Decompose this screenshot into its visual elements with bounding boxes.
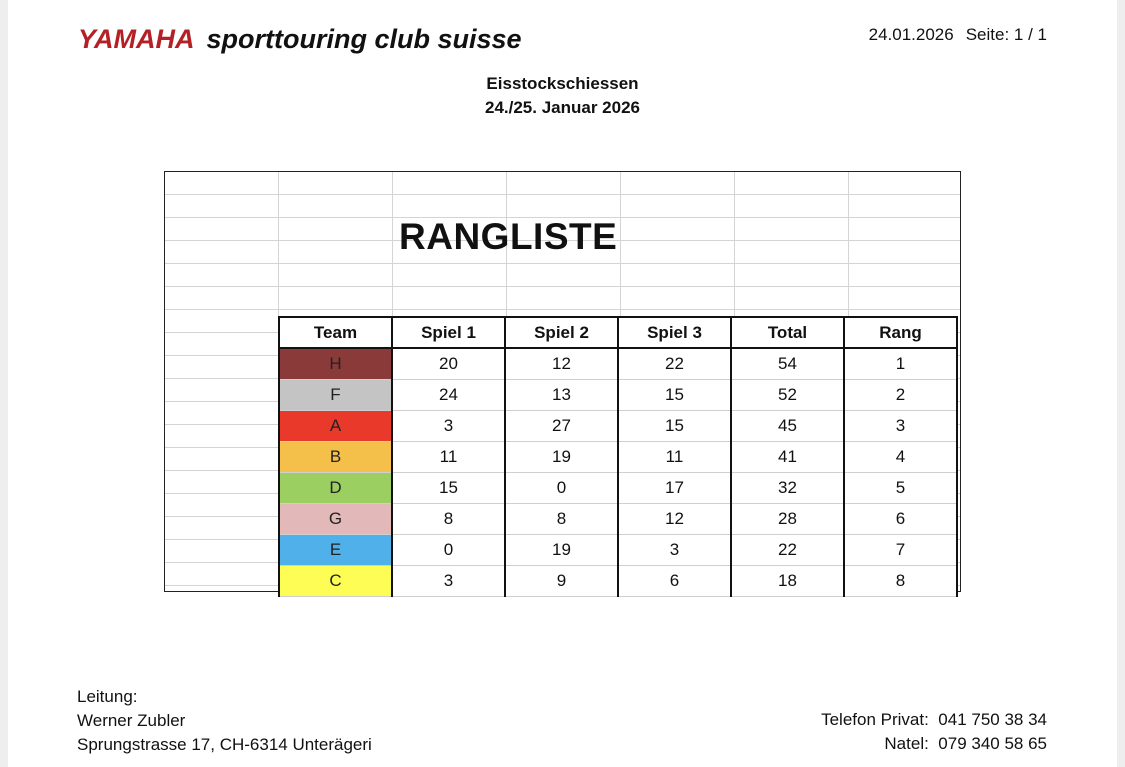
team-cell: H <box>279 348 392 379</box>
event-heading <box>8 72 1117 120</box>
rank-cell: 5 <box>844 472 957 503</box>
ranking-title: RANGLISTE <box>399 216 618 257</box>
team-cell: D <box>279 472 392 503</box>
spiel3-cell: 11 <box>618 441 731 472</box>
event-dates: 24./25. Januar 2026 <box>484 98 640 117</box>
spiel2-cell: 27 <box>505 410 618 441</box>
rank-cell: 4 <box>844 441 957 472</box>
column-header: Spiel 3 <box>618 317 731 348</box>
table-row <box>279 565 957 596</box>
total-cell: 28 <box>731 503 844 534</box>
spiel2-cell: 19 <box>505 534 618 565</box>
rank-cell: 7 <box>844 534 957 565</box>
spiel1-cell: 20 <box>392 348 505 379</box>
organizer-label: Leitung: <box>77 687 138 706</box>
spiel3-cell: 15 <box>618 410 731 441</box>
rank-cell: 8 <box>844 565 957 596</box>
total-cell: 18 <box>731 565 844 596</box>
mobile-line <box>821 732 1047 756</box>
phone-label: Telefon Privat: <box>821 710 929 729</box>
team-cell: G <box>279 503 392 534</box>
total-cell: 52 <box>731 379 844 410</box>
organizer-address: Sprungstrasse 17, CH-6314 Unterägeri <box>77 735 372 754</box>
event-name: Eisstockschiessen <box>486 74 639 93</box>
rank-cell: 6 <box>844 503 957 534</box>
column-header: Rang <box>844 317 957 348</box>
page-meta <box>857 25 1047 45</box>
mobile-label: Natel: <box>884 734 929 753</box>
table-header-row <box>279 317 957 348</box>
spiel2-cell: 12 <box>505 348 618 379</box>
column-header: Team <box>279 317 392 348</box>
club-name: sporttouring club suisse <box>206 24 522 54</box>
column-header: Total <box>731 317 844 348</box>
spiel2-cell: 0 <box>505 472 618 503</box>
spiel1-cell: 3 <box>392 410 505 441</box>
spiel3-cell: 3 <box>618 534 731 565</box>
spiel3-cell: 6 <box>618 565 731 596</box>
total-cell: 41 <box>731 441 844 472</box>
rank-cell: 2 <box>844 379 957 410</box>
table-row <box>279 503 957 534</box>
spiel2-cell: 13 <box>505 379 618 410</box>
total-cell: 54 <box>731 348 844 379</box>
team-cell: E <box>279 534 392 565</box>
table-row <box>279 379 957 410</box>
organizer-block <box>77 685 372 757</box>
team-cell: F <box>279 379 392 410</box>
table-row <box>279 441 957 472</box>
rank-cell: 1 <box>844 348 957 379</box>
print-date: 24.01.2026 <box>868 25 954 44</box>
team-cell: A <box>279 410 392 441</box>
ranking-table <box>278 316 958 597</box>
phone-number: 041 750 38 34 <box>938 710 1047 729</box>
document-page <box>8 0 1117 767</box>
total-cell: 45 <box>731 410 844 441</box>
organizer-name: Werner Zubler <box>77 711 186 730</box>
spiel2-cell: 19 <box>505 441 618 472</box>
spiel1-cell: 8 <box>392 503 505 534</box>
team-cell: B <box>279 441 392 472</box>
table-row <box>279 410 957 441</box>
column-header: Spiel 1 <box>392 317 505 348</box>
table-row <box>279 534 957 565</box>
table-row <box>279 348 957 379</box>
spiel2-cell: 8 <box>505 503 618 534</box>
total-cell: 32 <box>731 472 844 503</box>
team-cell: C <box>279 565 392 596</box>
column-header: Spiel 2 <box>505 317 618 348</box>
club-brand <box>78 24 522 55</box>
spiel1-cell: 11 <box>392 441 505 472</box>
spiel1-cell: 15 <box>392 472 505 503</box>
ranking-body <box>279 348 957 596</box>
spreadsheet-area <box>164 171 961 592</box>
spiel3-cell: 22 <box>618 348 731 379</box>
mobile-number: 079 340 58 65 <box>938 734 1047 753</box>
spiel3-cell: 17 <box>618 472 731 503</box>
brand-name: YAMAHA <box>78 24 195 54</box>
contact-block <box>821 708 1047 756</box>
spiel3-cell: 12 <box>618 503 731 534</box>
total-cell: 22 <box>731 534 844 565</box>
spiel2-cell: 9 <box>505 565 618 596</box>
spiel1-cell: 0 <box>392 534 505 565</box>
table-row <box>279 472 957 503</box>
phone-line <box>821 708 1047 732</box>
spiel1-cell: 24 <box>392 379 505 410</box>
spiel3-cell: 15 <box>618 379 731 410</box>
spiel1-cell: 3 <box>392 565 505 596</box>
page-number: Seite: 1 / 1 <box>965 25 1047 44</box>
rank-cell: 3 <box>844 410 957 441</box>
